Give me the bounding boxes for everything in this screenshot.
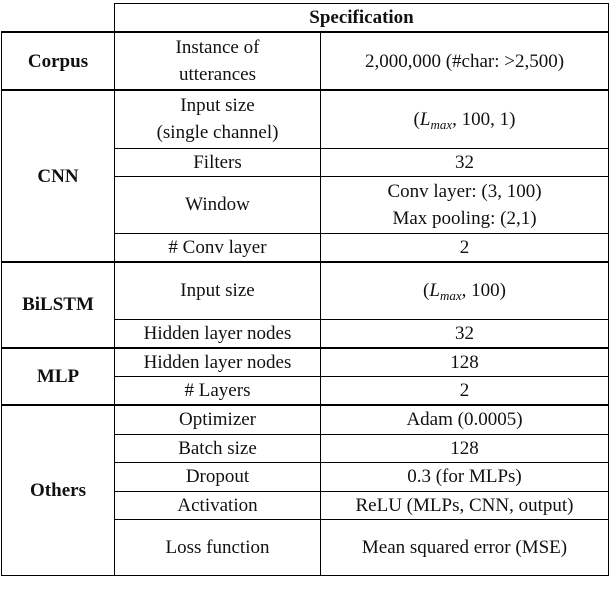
others-batch-value: 128: [321, 434, 609, 462]
cnn-input-row: [2, 90, 609, 148]
cnn-input-rest: , 100, 1): [452, 108, 516, 130]
others-loss-param: Loss function: [115, 519, 321, 575]
cnn-conv-param: # Conv layer: [115, 233, 321, 262]
cnn-input-param-line2: (single channel): [156, 122, 279, 144]
bilstm-input-L: L: [429, 280, 440, 302]
others-activation-value: ReLU (MLPs, CNN, output): [321, 491, 609, 519]
bilstm-input-sub: max: [439, 288, 462, 304]
header-blank-cell: [2, 4, 115, 33]
header-row: [2, 4, 609, 33]
group-mlp: MLP: [2, 348, 115, 406]
cnn-window-param: Window: [115, 176, 321, 233]
others-optimizer-row: [2, 405, 609, 434]
cnn-filters-value: 32: [321, 148, 609, 176]
mlp-layers-value: 2: [321, 377, 609, 406]
cnn-input-L: L: [419, 108, 431, 130]
others-batch-param: Batch size: [115, 434, 321, 462]
cnn-window-value-line1: Conv layer: (3, 100): [387, 180, 542, 202]
mlp-hidden-param: Hidden layer nodes: [115, 348, 321, 377]
header-specification: Specification: [115, 4, 609, 33]
corpus-row: [2, 32, 609, 90]
cnn-window-value-line2: Max pooling: (2,1): [392, 207, 537, 229]
cnn-window-value: [321, 176, 609, 233]
others-loss-value: Mean squared error (MSE): [321, 519, 609, 575]
bilstm-input-param: Input size: [115, 262, 321, 319]
cnn-input-open: (: [413, 108, 420, 130]
group-others: Others: [2, 405, 115, 575]
bilstm-input-value: [321, 262, 609, 319]
corpus-param: [115, 32, 321, 90]
bilstm-input-open: (: [423, 280, 430, 302]
bilstm-input-row: [2, 262, 609, 319]
corpus-param-line1: Instance of: [175, 37, 260, 58]
mlp-layers-param: # Layers: [115, 377, 321, 406]
cnn-input-sub: max: [430, 116, 453, 132]
cnn-input-param: [115, 90, 321, 148]
cnn-input-value: [321, 90, 609, 148]
cnn-conv-value: 2: [321, 233, 609, 262]
mlp-hidden-row: [2, 348, 609, 377]
bilstm-input-rest: , 100): [461, 280, 506, 302]
spec-table-wrapper: [1, 3, 609, 576]
cnn-input-param-line1: Input size: [180, 95, 255, 117]
corpus-value: 2,000,000 (#char: >2,500): [321, 32, 609, 90]
others-dropout-param: Dropout: [115, 462, 321, 491]
others-optimizer-param: Optimizer: [115, 405, 321, 434]
spec-table: [1, 3, 609, 576]
corpus-param-line2: utterances: [178, 64, 256, 85]
bilstm-hidden-param: Hidden layer nodes: [115, 319, 321, 348]
group-corpus: Corpus: [2, 32, 115, 90]
others-dropout-value: 0.3 (for MLPs): [321, 462, 609, 491]
cnn-filters-param: Filters: [115, 148, 321, 176]
mlp-hidden-value: 128: [321, 348, 609, 377]
group-cnn: CNN: [2, 90, 115, 262]
others-activation-param: Activation: [115, 491, 321, 519]
bilstm-hidden-value: 32: [321, 319, 609, 348]
group-bilstm: BiLSTM: [2, 262, 115, 348]
others-optimizer-value: Adam (0.0005): [321, 405, 609, 434]
